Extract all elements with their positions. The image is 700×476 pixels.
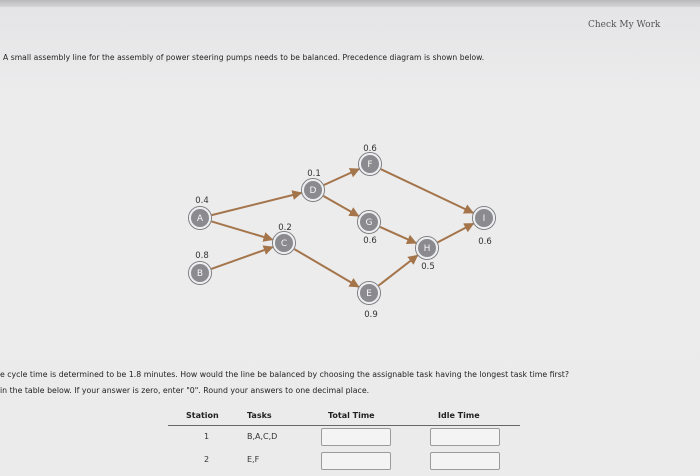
task-label: G <box>365 218 373 229</box>
idle-time-input[interactable] <box>430 428 500 446</box>
edge-e-h <box>378 255 417 285</box>
total-time-header: Total Time <box>328 411 375 420</box>
edge-d-g <box>323 196 358 216</box>
edge-d-f <box>324 169 359 185</box>
total-time-input[interactable] <box>321 428 391 446</box>
idle-time-header: Idle Time <box>438 411 480 420</box>
station-tasks: B,A,C,D <box>247 432 278 441</box>
edge-a-c <box>212 221 273 239</box>
task-node-i <box>473 207 496 248</box>
task-time: 0.5 <box>421 262 435 272</box>
task-time: 0.4 <box>195 196 209 206</box>
question-line-2: in the table below. If your answer is zero, enter "0". Round your answers to one decimal place. <box>0 386 370 395</box>
edge-b-c <box>211 247 272 269</box>
edge-f-i <box>381 169 473 213</box>
edge-h-i <box>438 224 474 243</box>
task-time: 0.8 <box>195 251 209 261</box>
edge-a-d <box>212 193 302 215</box>
task-node-e <box>358 282 381 321</box>
station-header: Station <box>186 411 219 420</box>
station-number: 1 <box>204 432 210 441</box>
table-divider <box>168 425 520 426</box>
task-label: F <box>367 160 373 171</box>
task-node-c <box>273 223 296 255</box>
question-line-1: e cycle time is determined to be 1.8 minutes. How would the line be balanced by choosing the assignable task having the longest task time first? <box>0 370 569 379</box>
task-node-h <box>416 237 439 273</box>
task-time: 0.2 <box>278 223 292 233</box>
task-node-a <box>189 196 212 230</box>
task-node-b <box>189 251 212 285</box>
task-time: 0.9 <box>364 310 378 320</box>
task-label: E <box>366 289 372 300</box>
station-number: 2 <box>204 455 210 464</box>
task-label: D <box>309 186 317 197</box>
task-time: 0.1 <box>307 169 321 179</box>
tasks-header: Tasks <box>247 411 272 420</box>
station-tasks: E,F <box>247 455 260 464</box>
task-label: B <box>196 269 204 280</box>
idle-time-input[interactable] <box>430 452 500 470</box>
task-label: C <box>280 239 288 250</box>
task-time: 0.6 <box>363 144 377 154</box>
task-node-g <box>358 211 381 247</box>
task-label: I <box>482 214 486 225</box>
total-time-input[interactable] <box>321 452 391 470</box>
problem-intro: A small assembly line for the assembly of power steering pumps needs to be balanced. Precedence diagram is shown below. <box>3 53 485 62</box>
edge-g-h <box>380 227 416 243</box>
task-label: A <box>196 214 204 225</box>
task-node-d <box>302 169 325 202</box>
task-node-f <box>359 144 382 176</box>
task-label: H <box>423 244 431 255</box>
check-my-work-link[interactable]: Check My Work <box>588 20 661 30</box>
task-time: 0.6 <box>478 237 492 247</box>
edge-c-e <box>294 249 358 287</box>
task-time: 0.6 <box>363 236 377 246</box>
